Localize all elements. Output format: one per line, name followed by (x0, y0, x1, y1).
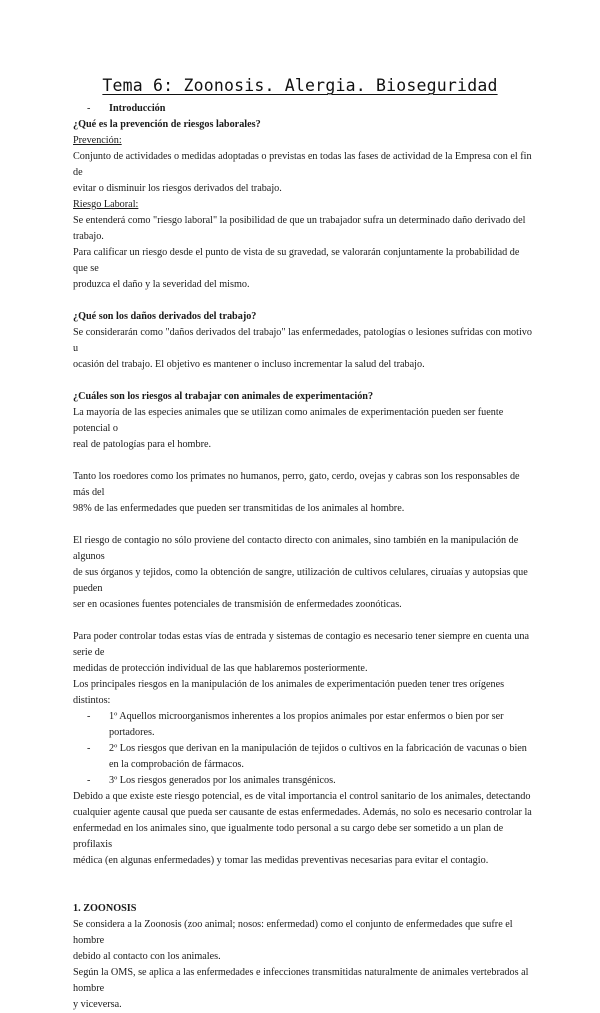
paragraph-line: de sus órganos y tejidos, como la obtención de sangre, utilización de cultivos celulares, ciruaías y autopsias que pueden (73, 567, 528, 594)
list-item (73, 741, 533, 773)
question-heading: ¿Cuáles son los riesgos al trabajar con animales de experimentación? (73, 391, 374, 402)
bullet-dash: - (87, 103, 91, 114)
list-item (73, 773, 533, 789)
term-label: Prevención: (73, 135, 122, 146)
paragraph-line: debido al contacto con los animales. (73, 951, 221, 962)
question-heading: ¿Qué es la prevención de riesgos laborales? (73, 119, 261, 130)
paragraph-line: El riesgo de contagio no sólo proviene del contacto directo con animales, sino también en la manipulación de algunos (73, 535, 519, 562)
paragraph-line: La mayoría de las especies animales que se utilizan como animales de experimentación pueden ser fuente potencial o (73, 407, 504, 434)
paragraph-line: Se considera a la Zoonosis (zoo animal; nosos: enfermedad) como el conjunto de enfermedades que sufre el hombre (73, 919, 513, 946)
paragraph-line: Conjunto de actividades o medidas adoptadas o previstas en todas las fases de actividad de la Empresa con el fin de (73, 151, 532, 178)
list-item (73, 709, 533, 741)
list-item-text: 1º Aquellos microorganismos inherentes a los propios animales por estar enfermos o bien por ser portadores. (109, 711, 504, 738)
paragraph-line: evitar o disminuir los riesgos derivados del trabajo. (73, 183, 282, 194)
page-title-text: Tema 6: Zoonosis. Alergia. Bioseguridad (102, 76, 498, 95)
bullet-dash: - (87, 775, 91, 786)
paragraph-line: Para calificar un riesgo desde el punto de vista de su gravedad, se valorarán conjuntamente la probabilidad de que se (73, 247, 520, 274)
list-item-text: 3º Los riesgos generados por los animales transgénicos. (109, 775, 336, 786)
paragraph-line: cualquier agente causal que pueda ser causante de estas enfermedades. Además, no solo es necesario controlar la (73, 807, 532, 818)
paragraph-line: Para poder controlar todas estas vías de entrada y sistemas de contagio es necesario tener siempre en cuenta una serie de (73, 631, 529, 658)
paragraph-line: medidas de protección individual de las que hablaremos posteriormente. (73, 663, 368, 674)
bullet-dash: - (87, 711, 91, 722)
paragraph-line: Se considerarán como "daños derivados del trabajo" las enfermedades, patologías o lesiones sufridas con motivo u (73, 327, 532, 354)
paragraph-line: produzca el daño y la severidad del mismo. (73, 279, 250, 290)
section-heading: Introducción (109, 103, 166, 114)
paragraph-line: Se entenderá como "riesgo laboral" la posibilidad de que un trabajador sufra un determinado daño derivado del trabajo. (73, 215, 526, 242)
paragraph-line: Los principales riesgos en la manipulación de los animales de experimentación pueden tener tres orígenes distintos: (73, 679, 505, 706)
paragraph-line: y viceversa. (73, 999, 122, 1010)
list-item-text: 2º Los riesgos que derivan en la manipulación de tejidos o cultivos en la fabricación de vacunas o bien en la comprobación de fármacos. (109, 743, 527, 770)
section-heading: 1. ZOONOSIS (73, 903, 137, 914)
paragraph-line: ser en ocasiones fuentes potenciales de transmisión de enfermedades zoonóticas. (73, 599, 402, 610)
paragraph-line: ocasión del trabajo. El objetivo es mantener o incluso incrementar la salud del trabajo. (73, 359, 425, 370)
term-label: Riesgo Laboral: (73, 199, 139, 210)
paragraph-line: enfermedad en los animales sino, que igualmente todo personal a su cargo debe ser sometido a un plan de profilaxis (73, 823, 504, 850)
intro-heading (73, 101, 533, 117)
bullet-dash: - (87, 743, 91, 754)
paragraph-line: Tanto los roedores como los primates no humanos, perro, gato, cerdo, ovejas y cabras son los responsables de más del (73, 471, 520, 498)
paragraph-line: Debido a que existe este riesgo potencial, es de vital importancia el control sanitario de los animales, detectando (73, 791, 531, 802)
paragraph-line: Según la OMS, se aplica a las enfermedades e infecciones transmitidas naturalmente de animales vertebrados al hombre (73, 967, 529, 994)
paragraph-line: médica (en algunas enfermedades) y tomar las medidas preventivas necesarias para evitar el contagio. (73, 855, 489, 866)
question-heading: ¿Qué son los daños derivados del trabajo? (73, 311, 257, 322)
paragraph-line: 98% de las enfermedades que pueden ser transmitidas de los animales al hombre. (73, 503, 405, 514)
page-title (0, 76, 600, 95)
paragraph-line: real de patologías para el hombre. (73, 439, 212, 450)
document-body (73, 101, 533, 1013)
